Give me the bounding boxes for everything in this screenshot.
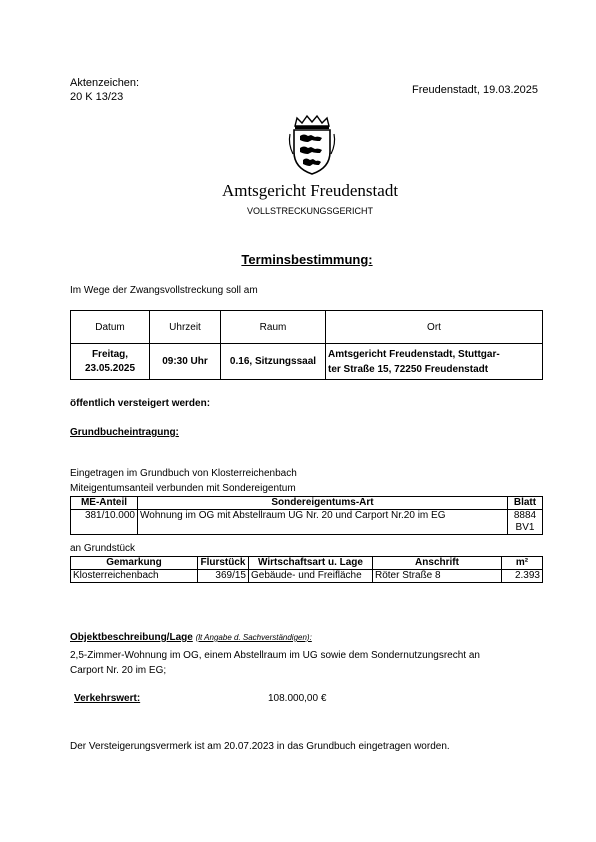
place-date: Freudenstadt, 19.03.2025 [412,84,538,96]
case-number-label: Aktenzeichen: [70,77,140,89]
object-description-line: 2,5-Zimmer-Wohnung im OG, einem Abstellraum im UG sowie dem Sondernutzungsrecht an [70,650,480,661]
ownership-type: Wohnung im OG mit Abstellraum UG Nr. 20 und Carport Nr.20 im EG [138,510,508,535]
column-header-place: Ort [326,311,543,344]
market-value: 108.000,00 € [268,693,327,704]
usage-value: Gebäude- und Freifläche [249,570,373,583]
column-header-area: m² [502,557,543,570]
area-value: 2.393 [502,570,543,583]
appointment-table [70,310,543,380]
column-header-address: Anschrift [373,557,502,570]
land-register-heading: Grundbucheintragung: [70,427,179,438]
case-number-block [70,76,139,104]
object-description [70,648,480,678]
column-header-parcel: Flurstück [198,557,249,570]
column-header-time: Uhrzeit [150,311,221,344]
column-header-share: ME-Anteil [71,497,138,510]
share-value: 381/10.000 [71,510,138,535]
appointment-place [326,344,543,380]
case-number: 20 K 13/23 [70,91,124,103]
table-row [71,570,543,583]
appointment-time: 09:30 Uhr [150,344,221,380]
auction-statement: öffentlich versteigert werden: [70,398,211,409]
appointment-day: 23.05.2025 [84,362,136,374]
appointment-place-line: ter Straße 15, 72250 Freudenstadt [328,363,489,375]
sheet-number: 8884 [513,510,537,521]
object-description-heading-row [70,632,312,643]
market-value-label: Verkehrswert: [74,693,141,704]
column-header-usage: Wirtschaftsart u. Lage [249,557,373,570]
appointment-date [71,344,150,380]
sheet-index: BV1 [515,522,535,533]
parcel-value: 369/15 [198,570,249,583]
appointment-room: 0.16, Sitzungssaal [221,344,326,380]
property-table [70,556,543,583]
object-description-line: Carport Nr. 20 im EG; [70,665,167,676]
property-label: an Grundstück [70,543,136,554]
page-title: Terminsbestimmung: [241,252,373,267]
appointment-weekday: Freitag, [91,348,129,360]
object-description-note: (lt Angabe d. Sachverständigen): [195,633,312,642]
column-header-type: Sondereigentums-Art [138,497,508,510]
court-name: Amtsgericht Freudenstadt [221,181,399,200]
column-header-sheet: Blatt [508,497,543,510]
table-row [71,510,543,535]
coat-of-arms-icon [287,114,337,176]
intro-text: Im Wege der Zwangsvollstreckung soll am [70,285,258,296]
footer-note: Der Versteigerungsvermerk ist am 20.07.2023 in das Grundbuch eingetragen worden. [70,741,450,752]
co-ownership-table [70,496,543,535]
object-description-heading: Objektbeschreibung/Lage [70,632,193,643]
appointment-place-line: Amtsgericht Freudenstadt, Stuttgar- [328,348,500,360]
court-department: VOLLSTRECKUNGSGERICHT [246,206,374,216]
co-ownership-text: Miteigentumsanteil verbunden mit Sondereigentum [70,483,296,494]
address-value: Röter Straße 8 [373,570,502,583]
registered-text: Eingetragen im Grundbuch von Klosterreichenbach [70,468,297,479]
column-header-room: Raum [221,311,326,344]
column-header-date: Datum [71,311,150,344]
sheet-value [508,510,543,535]
district-value: Klosterreichenbach [71,570,198,583]
column-header-district: Gemarkung [71,557,198,570]
